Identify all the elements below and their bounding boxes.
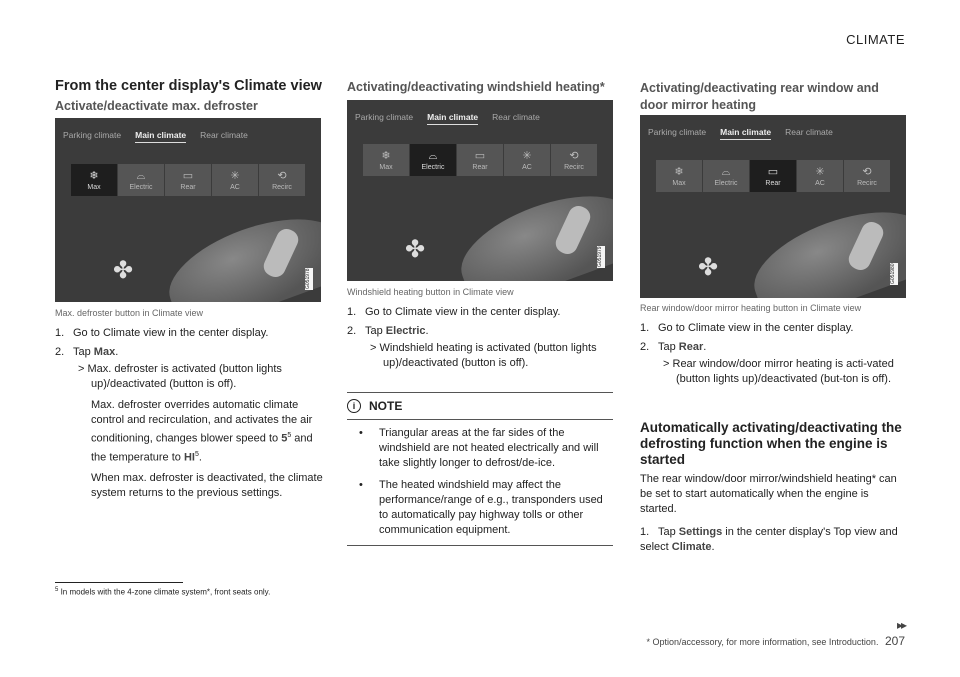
footnote: $^5$ In models with the 4-zone climate system*, front seats only. [55,587,271,597]
result-max: > Max. defroster is activated (button lights up)/deactivated (button is off). [78,363,282,390]
step-auto-1: 1. Tap Settings in the center display's Top view and select Climate. [640,526,898,553]
seat-graphic [157,200,321,302]
seat-graphic [449,177,613,281]
climate-screenshot-electric [347,100,613,281]
windshield-icon: ⌓ [428,149,438,162]
ac-icon: ✳ [230,169,240,182]
step-1: 1. Go to Climate view in the center display. [640,322,854,334]
next-page-icon: ▸▸ [896,618,905,632]
windshield-icon: ⌓ [721,165,731,178]
rear-window-icon: ▭ [767,165,779,178]
climate-tabs [63,130,248,143]
ac-button: ✳ AC [797,160,843,192]
electric-button: ⌓ Electric [410,144,456,176]
page-title: From the center display's Climate view [55,78,322,94]
max-button: ❄ Max [363,144,409,176]
recirc-button: ⟲ Recirc [259,164,305,196]
max-button: ❄ Max [71,164,117,196]
fan-icon: ✤ [113,257,134,284]
heading-auto-defrost: Automatically activating/deactivating the defrosting function when the engine is started [640,420,902,467]
max-button: ❄ Max [656,160,702,192]
seat-graphic [742,193,906,298]
tab-rear-climate: Rear climate [200,130,248,140]
rear-button: ▭ Rear [750,160,796,192]
recirc-icon: ⟲ [569,149,579,162]
page-footer: * Option/accessory, for more information, see Introduction. 207 [646,634,905,648]
tab-parking-climate: Parking climate [648,127,707,137]
info-icon: i [347,399,361,413]
ac-icon: ✳ [522,149,532,162]
step-1: 1. Go to Climate view in the center display. [55,327,269,339]
tab-main-climate: Main climate [427,112,478,125]
recirc-button: ⟲ Recirc [844,160,890,192]
paragraph-max-override: Max. defroster overrides automatic climate control and recirculation, and activates the air conditioning, changes blower speed to $5^5$ and the temperature to $HI^5$. [91,399,313,464]
ac-icon: ✳ [815,165,825,178]
defrost-icon: ❄ [674,165,684,178]
note-title: NOTE [369,399,403,413]
caption-electric: Windshield heating button in Climate view [347,287,514,297]
fan-icon: ✤ [698,254,719,281]
paragraph-max-deactivated: When max. defroster is deactivated, the climate system returns to the previous settings. [91,472,323,500]
defrost-icon: ❄ [89,169,99,182]
steps-rear [640,321,908,387]
steps-max [55,326,325,501]
step-2: 2. Tap Rear. [640,341,707,353]
ac-button: ✳ AC [504,144,550,176]
ac-button: ✳ AC [212,164,258,196]
tab-parking-climate: Parking climate [63,130,122,140]
step-2: 2. Tap Max. [55,346,119,358]
climate-screenshot-max [55,118,321,302]
defrost-icon: ❄ [381,149,391,162]
paragraph-auto-defrost: The rear window/door mirror/windshield heating* can be set to start automatically when the engine is started. [640,473,897,515]
tab-rear-climate: Rear climate [492,112,540,122]
note-box [347,392,613,546]
recirc-icon: ⟲ [277,169,287,182]
climate-screenshot-rear [640,115,906,298]
result-rear: > Rear window/door mirror heating is acti-vated (button lights up)/deactivated (but-ton is off). [663,358,894,385]
recirc-icon: ⟲ [862,165,872,178]
electric-button: ⌓ Electric [703,160,749,192]
image-code: G051979 [597,246,603,268]
step-1: 1. Go to Climate view in the center display. [347,306,561,318]
tab-main-climate: Main climate [720,127,771,140]
footnote-divider [55,582,183,583]
fan-icon: ✤ [405,236,426,263]
rear-window-icon: ▭ [474,149,486,162]
page-number: 207 [884,634,905,648]
image-code: G051980 [890,263,896,285]
subtitle-windshield: Activating/deactivating windshield heating* [347,80,605,94]
electric-button: ⌓ Electric [118,164,164,196]
note-item: • The heated windshield may affect the performance/range of e.g., transponders used to automatically pay highway tolls or other communication equipment. [347,478,613,538]
tab-rear-climate: Rear climate [785,127,833,137]
rear-button: ▭ Rear [457,144,503,176]
image-code: G051978 [305,268,311,290]
subtitle-max-defroster: Activate/deactivate max. defroster [55,99,258,113]
windshield-icon: ⌓ [136,169,146,182]
recirc-button: ⟲ Recirc [551,144,597,176]
caption-rear: Rear window/door mirror heating button in Climate view [640,303,862,313]
tab-main-climate: Main climate [135,130,186,143]
caption-max: Max. defroster button in Climate view [55,308,204,318]
rear-window-icon: ▭ [182,169,194,182]
note-item: • Triangular areas at the far sides of the windshield are not heated electrically and will take slightly longer to defrost/de-ice. [347,426,613,471]
tab-parking-climate: Parking climate [355,112,414,122]
steps-electric [347,305,615,371]
rear-button: ▭ Rear [165,164,211,196]
step-2: 2. Tap Electric. [347,325,429,337]
result-electric: > Windshield heating is activated (button lights up)/deactivated (button is off). [370,342,597,369]
section-header: CLIMATE [846,32,905,47]
subtitle-rear: Activating/deactivating rear window and door mirror heating [640,81,879,112]
